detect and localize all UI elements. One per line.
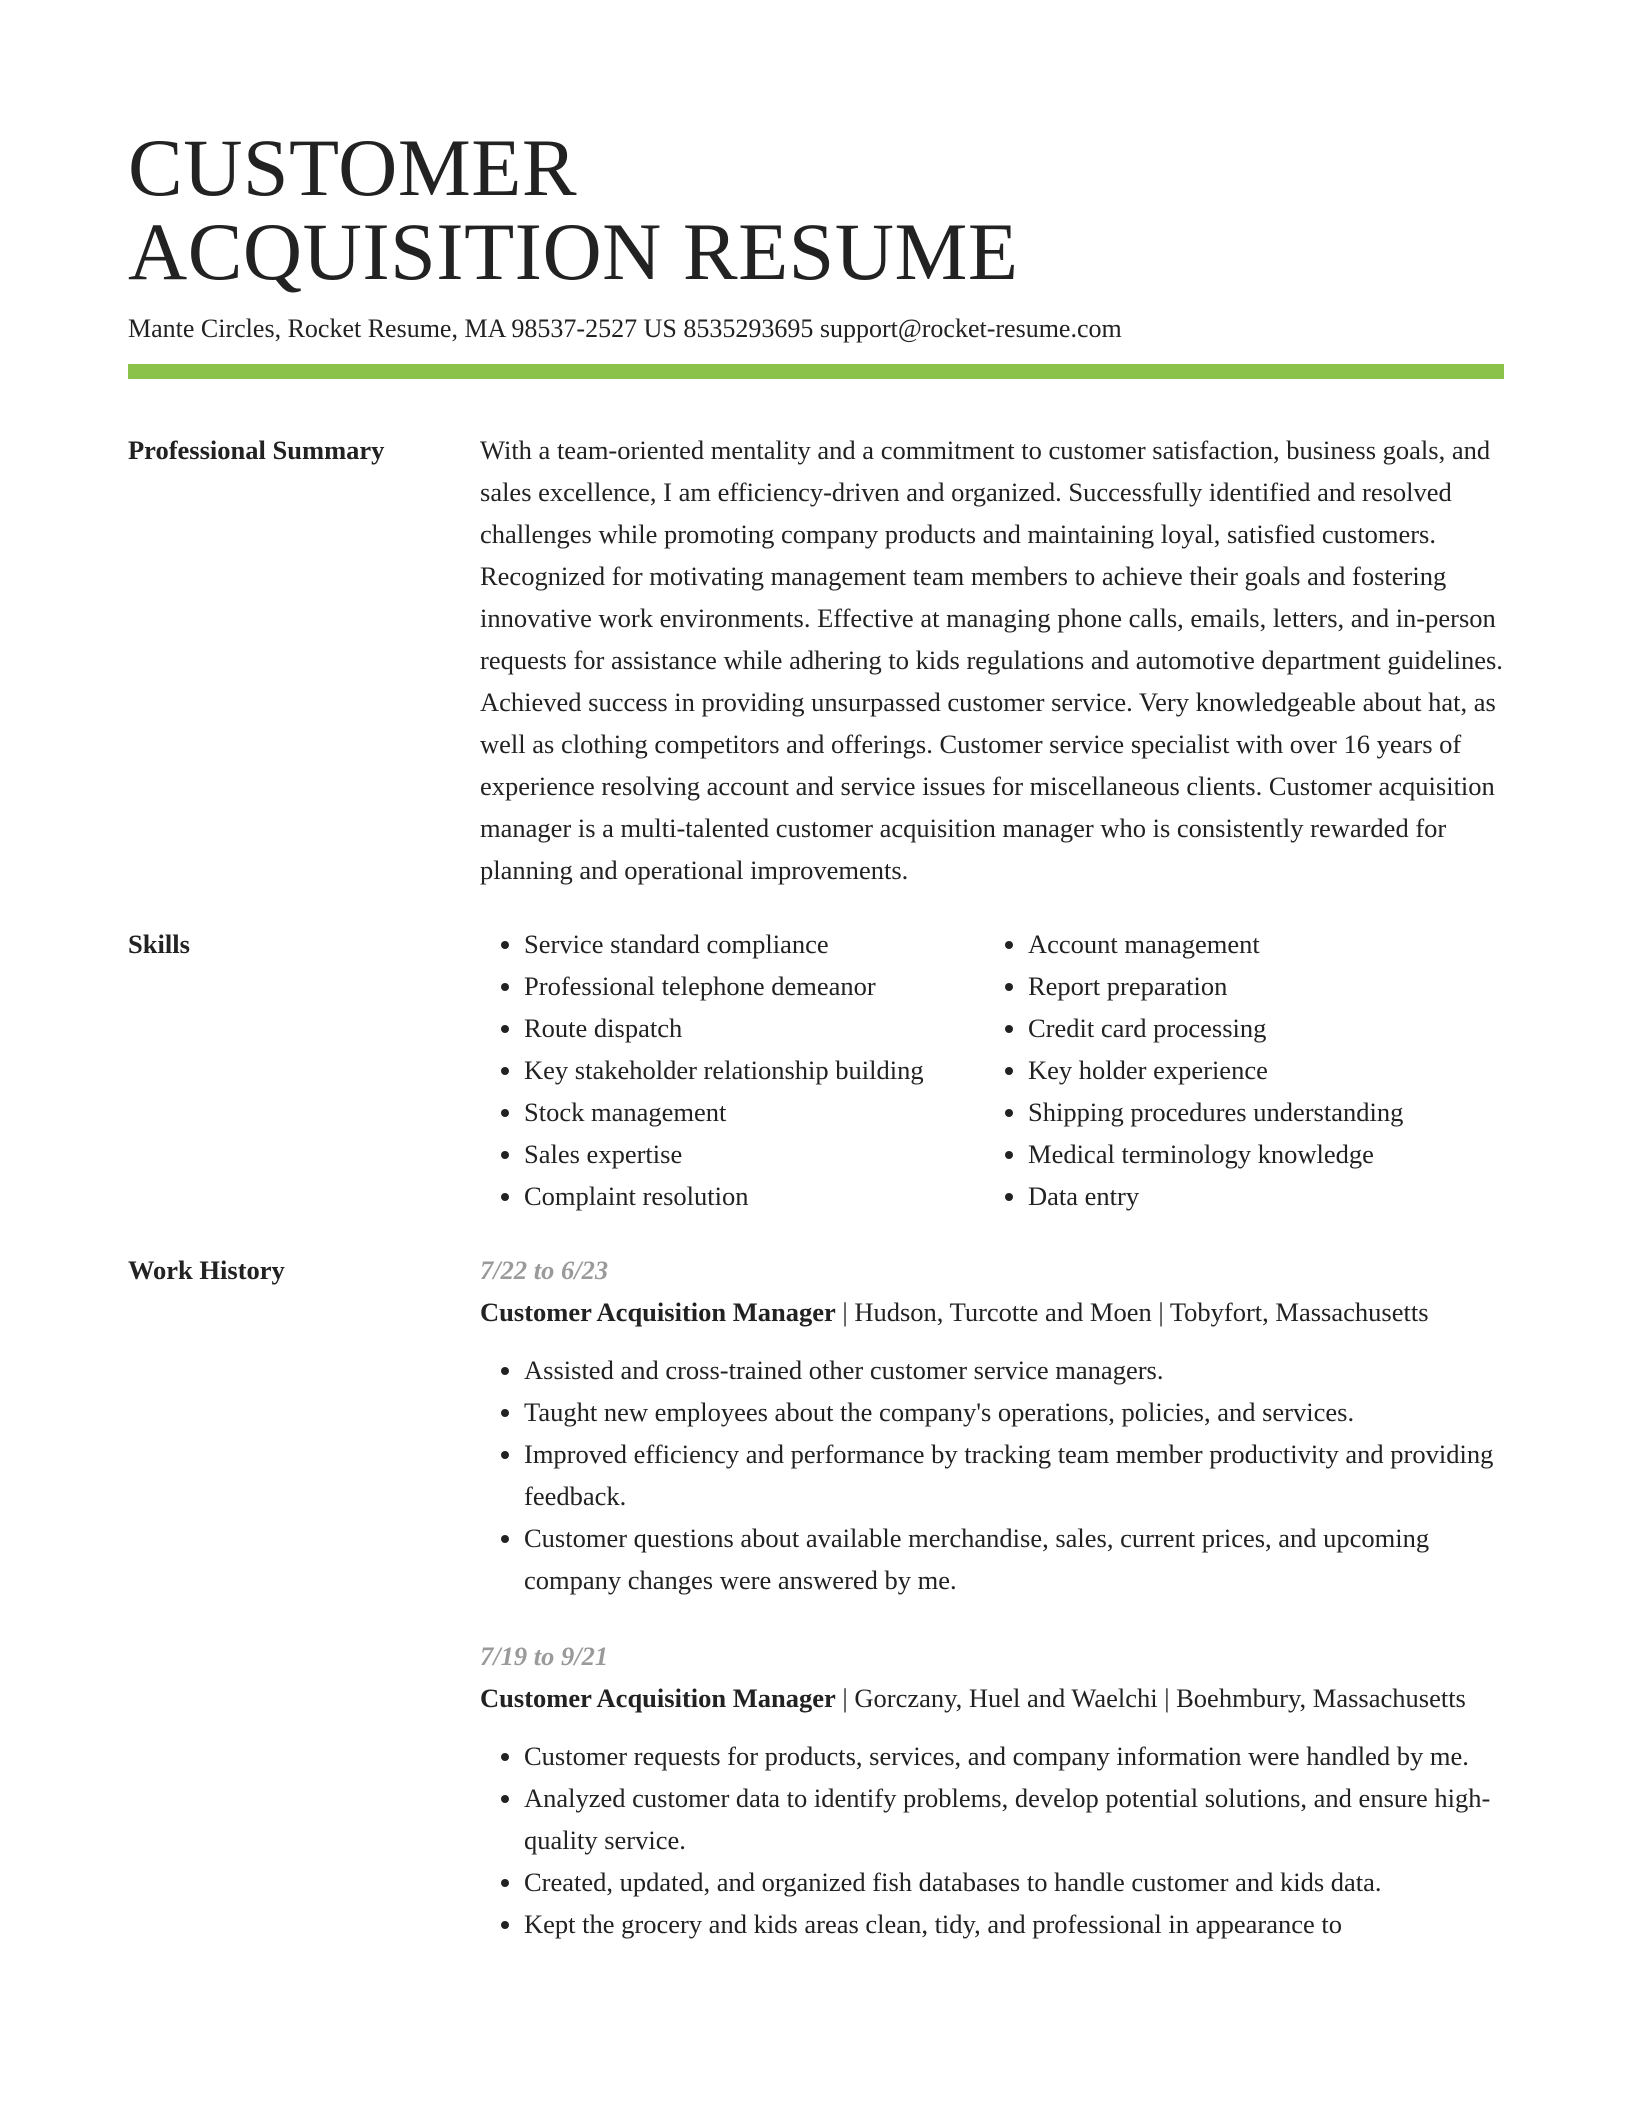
skill-item: • Professional telephone demeanor bbox=[524, 965, 984, 1007]
skill-item: • Complaint resolution bbox=[524, 1175, 984, 1217]
professional-summary-section bbox=[128, 429, 1504, 891]
job-bullet: • Assisted and cross-trained other customer service managers. bbox=[524, 1349, 1504, 1391]
summary-text: With a team-oriented mentality and a commitment to customer satisfaction, business goals, and sales excellence, I am efficiency-driven and organized. Successfully identified and resolved challenges while promoting company products and maintaining loyal, satisfied customers. Recognized for motivating management team members to achieve their goals and fostering innovative work environments. Effective at managing phone calls, emails, letters, and in-person requests for assistance while adhering to kids regulations and automotive department guidelines. Achieved success in providing unsurpassed customer service. Very knowledgeable about hat, as well as clothing competitors and offerings. Customer service specialist with over 16 years of experience resolving account and service issues for miscellaneous clients. Customer acquisition manager is a multi-talented customer acquisition manager who is consistently rewarded for planning and operational improvements. bbox=[480, 435, 1503, 885]
resume-title-line2: ACQUISITION RESUME bbox=[128, 206, 1019, 297]
skill-item: • Key holder experience bbox=[1028, 1049, 1504, 1091]
job-bullet-list bbox=[480, 1349, 1504, 1601]
job-bullet: • Analyzed customer data to identify problems, develop potential solutions, and ensure high-quality service. bbox=[524, 1777, 1504, 1861]
job-dates: 7/19 to 9/21 bbox=[480, 1641, 609, 1671]
resume-title bbox=[128, 122, 1504, 297]
summary-body bbox=[480, 429, 1504, 891]
skill-item: • Route dispatch bbox=[524, 1007, 984, 1049]
skills-section bbox=[128, 923, 1504, 1217]
skill-item: • Medical terminology knowledge bbox=[1028, 1133, 1504, 1175]
skill-item: • Report preparation bbox=[1028, 965, 1504, 1007]
skill-item: • Data entry bbox=[1028, 1175, 1504, 1217]
skill-item: • Sales expertise bbox=[524, 1133, 984, 1175]
job-entry bbox=[480, 1249, 1504, 1601]
work-body bbox=[480, 1249, 1504, 1979]
job-dates: 7/22 to 6/23 bbox=[480, 1255, 609, 1285]
job-bullet: • Customer questions about available merchandise, sales, current prices, and upcoming company changes were answered by me. bbox=[524, 1517, 1504, 1601]
job-entry bbox=[480, 1635, 1504, 1945]
job-bullet: • Taught new employees about the company's operations, policies, and services. bbox=[524, 1391, 1504, 1433]
skills-columns bbox=[480, 923, 1504, 1217]
resume-title-line1: CUSTOMER bbox=[128, 122, 578, 213]
section-label-summary: Professional Summary bbox=[128, 435, 385, 465]
skill-item: • Credit card processing bbox=[1028, 1007, 1504, 1049]
skills-list-left bbox=[480, 923, 984, 1217]
skill-item: • Service standard compliance bbox=[524, 923, 984, 965]
section-label-work: Work History bbox=[128, 1255, 285, 1285]
skill-item: • Stock management bbox=[524, 1091, 984, 1133]
job-bullet: • Improved efficiency and performance by tracking team member productivity and providing feedback. bbox=[524, 1433, 1504, 1517]
skills-body bbox=[480, 923, 1504, 1217]
job-bullet: • Kept the grocery and kids areas clean, tidy, and professional in appearance to bbox=[524, 1903, 1504, 1945]
job-details: | Gorczany, Huel and Waelchi | Boehmbury, Massachusetts bbox=[835, 1683, 1466, 1713]
job-heading bbox=[480, 1677, 1504, 1719]
resume-page bbox=[128, 122, 1504, 1979]
job-title: Customer Acquisition Manager bbox=[480, 1683, 836, 1713]
contact-line: Mante Circles, Rocket Resume, MA 98537-2527 US 8535293695 support@rocket-resume.com bbox=[128, 314, 1122, 343]
skill-item: • Key stakeholder relationship building bbox=[524, 1049, 984, 1091]
section-label-skills: Skills bbox=[128, 929, 190, 959]
job-heading bbox=[480, 1291, 1504, 1333]
job-title: Customer Acquisition Manager bbox=[480, 1297, 836, 1327]
job-details: | Hudson, Turcotte and Moen | Tobyfort, Massachusetts bbox=[835, 1297, 1429, 1327]
job-bullet: • Created, updated, and organized fish databases to handle customer and kids data. bbox=[524, 1861, 1504, 1903]
job-bullet-list bbox=[480, 1735, 1504, 1945]
work-history-section bbox=[128, 1249, 1504, 1979]
skill-item: • Shipping procedures understanding bbox=[1028, 1091, 1504, 1133]
skills-list-right bbox=[984, 923, 1504, 1217]
accent-divider bbox=[128, 364, 1504, 379]
job-bullet: • Customer requests for products, services, and company information were handled by me. bbox=[524, 1735, 1504, 1777]
skill-item: • Account management bbox=[1028, 923, 1504, 965]
